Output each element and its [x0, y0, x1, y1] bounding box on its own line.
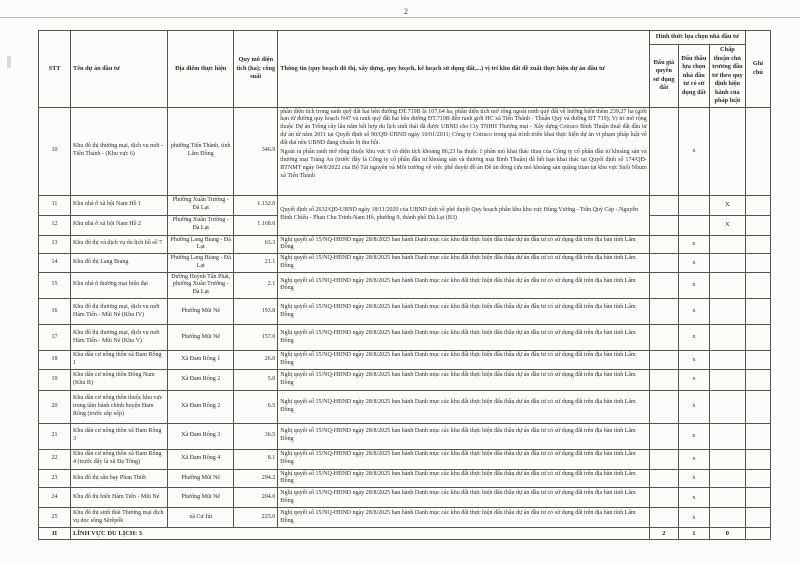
project-location: xã Cư Jút	[168, 508, 234, 528]
page-number: 2	[404, 7, 408, 16]
project-info: Nghị quyết số 15/NQ-HĐND ngày 28/8/2025 ban hành Danh mục các khu đất thực hiện đấu thầu dự án đầu tư có sử dụng đất trên địa bàn tỉnh Lâm Đồng	[278, 469, 650, 488]
mark-approval: X	[709, 195, 745, 215]
project-location: Phường Mũi Né	[168, 469, 234, 488]
mark-approval	[709, 390, 745, 423]
header-row-1	[39, 31, 771, 45]
project-name: Khu dân cư nông thôn thuộc khu vực trung tâm hành chính huyện Đam Rông (trước sắp xếp)	[71, 390, 168, 423]
mark-approval	[709, 272, 745, 298]
mark-approval	[709, 449, 745, 469]
project-info: Nghị quyết số 15/NQ-HĐND ngày 28/8/2025 ban hành Danh mục các khu đất thực hiện đấu thầu dự án đầu tư có sử dụng đất trên địa bàn tỉnh Lâm Đồng	[278, 449, 650, 469]
row-note	[745, 272, 770, 298]
mark-auction	[649, 107, 678, 195]
project-name: Khu đô thị và dịch vụ du lịch hồ số 7	[71, 235, 168, 254]
mark-bidding: x	[678, 351, 709, 370]
mark-approval	[709, 107, 745, 195]
header-info: Thông tin (quy hoạch đô thị, xây dựng, quy hoạch, kế hoạch sử dụng đất,...) vị trí khu đất đề xuất thực hiện dự án đầu tư	[278, 31, 650, 108]
project-info: Nghị quyết số 15/NQ-HĐND ngày 28/8/2025 ban hành Danh mục các khu đất thực hiện đấu thầu dự án đầu tư có sử dụng đất trên địa bàn tỉnh Lâm Đồng	[278, 351, 650, 370]
mark-approval	[709, 325, 745, 351]
project-info: Nghị quyết số 15/NQ-HĐND ngày 28/8/2025 ban hành Danh mục các khu đất thực hiện đấu thầu dự án đầu tư có sử dụng đất trên địa bàn tỉnh Lâm Đồng	[278, 299, 650, 325]
project-location: Xã Đam Rông 2	[168, 390, 234, 423]
project-info: Nghị quyết số 15/NQ-HĐND ngày 28/8/2025 ban hành Danh mục các khu đất thực hiện đấu thầu dự án đầu tư có sử dụng đất trên địa bàn tỉnh Lâm Đồng	[278, 488, 650, 508]
project-info: Nghị quyết số 15/NQ-HĐND ngày 28/8/2025 ban hành Danh mục các khu đất thực hiện đấu thầu dự án đầu tư có sử dụng đất trên địa bàn tỉnh Lâm Đồng	[278, 390, 650, 423]
project-name: Khu dân cư nông thôn xã Đam Rông 4 (trước đây là xã Đạ Tông)	[71, 449, 168, 469]
total-note	[745, 528, 770, 540]
table-row	[39, 351, 771, 370]
table-body	[39, 107, 771, 528]
section-label: LĨNH VỰC DU LỊCH: 3	[71, 528, 650, 540]
section-total-row	[39, 528, 771, 540]
project-name: Khu dân cư nông thôn xã Đam Rông 3	[71, 423, 168, 449]
row-note	[745, 235, 770, 254]
mark-bidding: x	[678, 235, 709, 254]
mark-auction	[649, 390, 678, 423]
project-location: Xã Đam Rông 4	[168, 449, 234, 469]
header-stt: STT	[39, 31, 71, 108]
mark-auction	[649, 235, 678, 254]
row-number: 24	[39, 488, 71, 508]
project-name: Khu dân cư nông thôn xã Đam Rông 1	[71, 351, 168, 370]
project-name: Khu đô thị biển Hàm Tiến - Mũi Né	[71, 488, 168, 508]
row-note	[745, 488, 770, 508]
row-number: 16	[39, 299, 71, 325]
row-note	[745, 325, 770, 351]
table-row	[39, 488, 771, 508]
row-note	[745, 469, 770, 488]
project-info: Nghị quyết số 15/NQ-HĐND ngày 28/8/2025 ban hành Danh mục các khu đất thực hiện đấu thầu dự án đầu tư có sử dụng đất trên địa bàn tỉnh Lâm Đồng	[278, 272, 650, 298]
mark-bidding: x	[678, 272, 709, 298]
project-area: 8.1	[234, 449, 278, 469]
mark-bidding: x	[678, 508, 709, 528]
mark-approval	[709, 235, 745, 254]
project-info: Nghị quyết số 15/NQ-HĐND ngày 28/8/2025 ban hành Danh mục các khu đất thực hiện đấu thầu dự án đầu tư có sử dụng đất trên địa bàn tỉnh Lâm Đồng	[278, 508, 650, 528]
mark-approval	[709, 369, 745, 390]
mark-auction	[649, 508, 678, 528]
project-info: Nghị quyết số 15/NQ-HĐND ngày 28/8/2025 ban hành Danh mục các khu đất thực hiện đấu thầu dự án đầu tư có sử dụng đất trên địa bàn tỉnh Lâm Đồng	[278, 423, 650, 449]
project-area: 1.168.0	[234, 215, 278, 235]
table-row	[39, 508, 771, 528]
mark-auction	[649, 254, 678, 273]
row-note	[745, 351, 770, 370]
row-number: 13	[39, 235, 71, 254]
investment-projects-table	[38, 30, 771, 540]
scan-artifact	[7, 56, 11, 68]
table-row	[39, 449, 771, 469]
table-row	[39, 299, 771, 325]
mark-bidding	[678, 195, 709, 215]
mark-auction	[649, 488, 678, 508]
project-area: 346.9	[234, 107, 278, 195]
project-name: Khu đô thị thương mại, dịch vụ mới Hàm Tiến - Mũi Né (Khu V)	[71, 325, 168, 351]
header-sel-auction: Đấu giá quyền sử dụng đất	[649, 45, 678, 108]
mark-auction	[649, 195, 678, 215]
mark-bidding: x	[678, 325, 709, 351]
mark-auction	[649, 299, 678, 325]
row-note	[745, 107, 770, 195]
mark-approval	[709, 469, 745, 488]
project-area: 1.132.0	[234, 195, 278, 215]
project-info: Nghị quyết số 15/NQ-HĐND ngày 28/8/2025 ban hành Danh mục các khu đất thực hiện đấu thầu dự án đầu tư có sử dụng đất trên địa bàn tỉnh Lâm Đồng	[278, 254, 650, 273]
table-row	[39, 325, 771, 351]
mark-auction	[649, 351, 678, 370]
mark-bidding: x	[678, 107, 709, 195]
table-row	[39, 369, 771, 390]
project-info: Nghị quyết số 15/NQ-HĐND ngày 28/8/2025 ban hành Danh mục các khu đất thực hiện đấu thầu dự án đầu tư có sử dụng đất trên địa bàn tỉnh Lâm Đồng	[278, 325, 650, 351]
mark-bidding	[678, 215, 709, 235]
project-area: 63.3	[234, 235, 278, 254]
project-name: Khu nhà ở xã hội Nam Hồ 1	[71, 195, 168, 215]
header-sel-approval: Chấp thuận chủ trương đầu tư theo quy định hiện hành của pháp luật	[709, 45, 745, 108]
project-area: 2.1	[234, 272, 278, 298]
row-number: 12	[39, 215, 71, 235]
row-note	[745, 449, 770, 469]
mark-auction	[649, 215, 678, 235]
row-number: 19	[39, 369, 71, 390]
project-name: Khu đô thị Lang Biang	[71, 254, 168, 273]
mark-bidding: x	[678, 254, 709, 273]
row-number: 18	[39, 351, 71, 370]
mark-approval: X	[709, 215, 745, 235]
header-note: Ghi chú	[745, 31, 770, 108]
table-row	[39, 254, 771, 273]
table-row	[39, 469, 771, 488]
row-note	[745, 369, 770, 390]
row-note	[745, 254, 770, 273]
row-note	[745, 508, 770, 528]
total-approval: 0	[709, 528, 745, 540]
mark-approval	[709, 508, 745, 528]
row-number: 17	[39, 325, 71, 351]
table-row	[39, 390, 771, 423]
project-name: Khu nhà ở thương mại hiện đại	[71, 272, 168, 298]
project-name: Khu đô thị sinh thái Thương mại dịch vụ dọc sông Sêrêpốk	[71, 508, 168, 528]
project-name: Khu dân cư nông thôn Đông Nam (Khu B)	[71, 369, 168, 390]
total-bidding: 1	[678, 528, 709, 540]
mark-approval	[709, 488, 745, 508]
mark-bidding: x	[678, 423, 709, 449]
row-number: 10	[39, 107, 71, 195]
mark-auction	[649, 449, 678, 469]
mark-approval	[709, 351, 745, 370]
project-location: Phường Lang Biang - Đà Lạt	[168, 235, 234, 254]
section-number: II	[39, 528, 71, 540]
project-area: 193.8	[234, 299, 278, 325]
row-number: 25	[39, 508, 71, 528]
row-note	[745, 195, 770, 215]
project-info: phần diện tích trong ranh quỹ đất hai bên đường ĐT.719B là 107,64 ha, phần diện tích mở rộng ngoài ranh quỹ đất về hướng biển thêm 239,27 ha (giới hạn từ đường quy hoạch N47 và ranh quỹ đất hai bên đường ĐT.719B đến ranh giới HC xã Tiến Thành - Thuận Quý và đường ĐT 719); Vị trí mở rộng thuộc Dự án Trồng cây lâu năm kết hợp du lịch sinh thái đã được UBND cho Cty TNHH Thương mại - Xây dựng Cotraco Bình Thuận thuê đất đầu tư dự án từ năm 2011 tại Quyết định số 90/QĐ-UBND ngày 10/01/2011; Công ty Cotraco trong quá trình triển khai thực hiện dự án vi phạm pháp luật về đất đai nên UBND đang chuẩn bị thu hồi. Ngoài ra phần ranh mở rộng thuộc khu vực 6 có diện tích khoảng 86,23 ha thuộc 1 phần mỏ khai thác titan của Công ty cổ phần đầu tư khoáng sản và thương mại Tràng An (trước đây là Công ty cổ phần đầu tư khoáng sản và thương mại Bình Thuận) đã hết hạn khai thác tại Quyết định số 174/QĐ-BTNMT ngày 04/8/2022 của Bộ Tài nguyên và Môi trường về việc phê duyệt đồ án Đề án đóng cửa mỏ khoáng sản quặng titan tại khu vực Suối Nhum xã Tiến Thành	[278, 107, 650, 195]
table-row	[39, 195, 771, 215]
mark-bidding: x	[678, 390, 709, 423]
row-number: 21	[39, 423, 71, 449]
project-info: Nghị quyết số 15/NQ-HĐND ngày 28/8/2025 ban hành Danh mục các khu đất thực hiện đấu thầu dự án đầu tư có sử dụng đất trên địa bàn tỉnh Lâm Đồng	[278, 369, 650, 390]
table-row	[39, 235, 771, 254]
row-number: 20	[39, 390, 71, 423]
project-location: Đường Huỳnh Tấn Phát, phường Xuân Trường - Đà Lạt	[168, 272, 234, 298]
mark-auction	[649, 469, 678, 488]
project-location: Xã Đam Rông 3	[168, 423, 234, 449]
project-name: Khu đô thị thương mại, dịch vụ mới - Tiến Thành - (Khu vực 6)	[71, 107, 168, 195]
header-sel-bidding: Đấu thầu lựa chọn nhà đầu tư có sử dụng đất	[678, 45, 709, 108]
mark-bidding: x	[678, 449, 709, 469]
project-area: 21.1	[234, 254, 278, 273]
mark-approval	[709, 299, 745, 325]
project-area: 225.0	[234, 508, 278, 528]
total-auction: 2	[649, 528, 678, 540]
row-note	[745, 423, 770, 449]
table-row	[39, 107, 771, 195]
project-area: 36.5	[234, 423, 278, 449]
project-area: 26.0	[234, 351, 278, 370]
header-area: Quy mô diện tích (ha); công suất	[234, 31, 278, 108]
project-area: 5.0	[234, 369, 278, 390]
header-selection-group: Hình thức lựa chọn nhà đầu tư	[649, 31, 745, 45]
mark-auction	[649, 423, 678, 449]
page-edge-line	[0, 17, 800, 18]
project-area: 157.0	[234, 325, 278, 351]
header-location: Địa điểm thực hiện	[168, 31, 234, 108]
table-row	[39, 423, 771, 449]
project-area: 204.0	[234, 488, 278, 508]
project-name: Khu đô thị sân bay Phan Thiết	[71, 469, 168, 488]
row-number: 14	[39, 254, 71, 273]
mark-bidding: x	[678, 469, 709, 488]
project-location: phường Tiến Thành, tỉnh Lâm Đồng	[168, 107, 234, 195]
mark-bidding: x	[678, 369, 709, 390]
project-location: Phường Xuân Trường - Đà Lạt	[168, 215, 234, 235]
project-location: Phường Xuân Trường - Đà Lạt	[168, 195, 234, 215]
mark-approval	[709, 254, 745, 273]
mark-auction	[649, 369, 678, 390]
mark-bidding: x	[678, 299, 709, 325]
project-info: Nghị quyết số 15/NQ-HĐND ngày 28/8/2025 ban hành Danh mục các khu đất thực hiện đấu thầu dự án đầu tư có sử dụng đất trên địa bàn tỉnh Lâm Đồng	[278, 235, 650, 254]
project-location: Phường Mũi Né	[168, 299, 234, 325]
row-note	[745, 390, 770, 423]
project-location: Phường Lang Biang - Đà Lạt	[168, 254, 234, 273]
project-location: Xã Đam Rông 1	[168, 351, 234, 370]
project-location: Phường Mũi Né	[168, 488, 234, 508]
row-note	[745, 299, 770, 325]
project-location: Phường Mũi Né	[168, 325, 234, 351]
project-area: 6.5	[234, 390, 278, 423]
mark-auction	[649, 325, 678, 351]
project-area: 294.2	[234, 469, 278, 488]
row-note	[745, 215, 770, 235]
mark-approval	[709, 423, 745, 449]
project-info: Quyết định số 2632/QĐ-UBND ngày 18/11/2020 của UBND tỉnh về phê duyệt Quy hoạch phân khu khu vực Hùng Vương - Trần Quý Cáp - Nguyễn Đình Chiểu - Phan Chu Trinh-Nam Hồ, phường 9, thành phố Đà Lạt (B3)	[278, 195, 650, 235]
project-name: Khu đô thị thương mại, dịch vụ mới Hàm Tiến - Mũi Né (Khu IV)	[71, 299, 168, 325]
header-project-name: Tên dự án đầu tư	[71, 31, 168, 108]
table-row	[39, 272, 771, 298]
mark-auction	[649, 272, 678, 298]
project-name: Khu nhà ở xã hội Nam Hồ 2	[71, 215, 168, 235]
mark-bidding: x	[678, 488, 709, 508]
row-number: 11	[39, 195, 71, 215]
row-number: 15	[39, 272, 71, 298]
row-number: 22	[39, 449, 71, 469]
project-location: Xã Đam Rông 2	[168, 369, 234, 390]
row-number: 23	[39, 469, 71, 488]
